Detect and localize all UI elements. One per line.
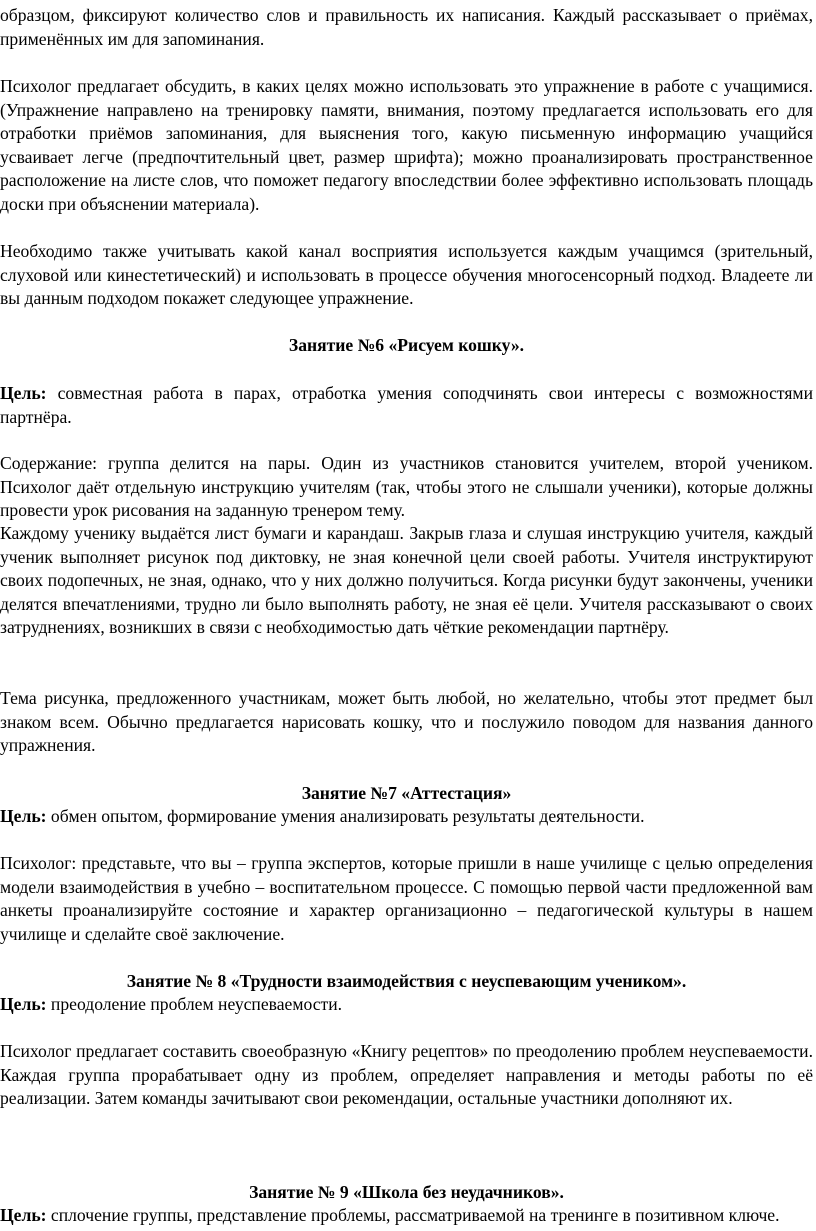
paragraph-lesson-6-content: Содержание: группа делится на пары. Один из участников становится учителем, второй учеником. Психолог даёт отдельную инструкцию учителям (так, чтобы этого не слышали ученики), которые должны провести урок рисования на заданную тренером тему. [0, 453, 813, 521]
paragraph-lesson-7-content: Психолог: представьте, что вы – группа экспертов, которые пришли в наше училище с целью определения модели взаимодействия в учебно – воспитательном процессе. С помощью первой части предложенной вам анкеты проанализируйте состояние и характер организационно – педагогической культуры в нашем училище и сделайте своё заключение. [0, 853, 813, 944]
paragraph-lesson-6-topic: Тема рисунка, предложенного участникам, может быть любой, но желательно, чтобы этот предмет был знаком всем. Обычно предлагается нарисовать кошку, что и послужило поводом для названия данного упражнения. [0, 688, 813, 756]
heading-lesson-8: Занятие № 8 «Трудности взаимодействия с неуспевающим учеником». [126, 971, 687, 991]
goal-text: обмен опытом, формирование умения анализировать результаты деятельности. [46, 806, 645, 826]
goal-label: Цель: [0, 1205, 47, 1225]
goal-lesson-6 [0, 382, 813, 429]
goal-text: совместная работа в парах, отработка умения соподчинять свои интересы с возможностями партнёра. [0, 383, 813, 427]
heading-lesson-7: Занятие №7 «Аттестация» [301, 783, 512, 803]
goal-lesson-8 [0, 993, 813, 1017]
paragraph-memorization-techniques: образцом, фиксируют количество слов и правильность их написания. Каждый рассказывает о приёмах, применённых им для запоминания. [0, 5, 813, 49]
paragraph-exercise-discussion: Психолог предлагает обсудить, в каких целях можно использовать это упражнение в работе с учащимися. (Упражнение направлено на тренировку памяти, внимания, поэтому предлагается использовать его для отработки приёмов запоминания, для выяснения того, какую письменную информацию учащийся усваивает легче (предпочтительный цвет, размер шрифта); можно проанализировать пространственное расположение на листе слов, что поможет педагогу впоследствии более эффективно использовать площадь доски при объяснении материала). [0, 76, 813, 214]
goal-lesson-7 [0, 805, 813, 829]
goal-label: Цель: [0, 383, 47, 403]
paragraph-perception-channel: Необходимо также учитывать какой канал восприятия используется каждым учащимся (зрительный, слуховой или кинестетический) и использовать в процессе обучения многосенсорный подход. Владеете ли вы данным подходом покажет следующее упражнение. [0, 241, 813, 309]
goal-label: Цель: [0, 994, 47, 1014]
goal-text: сплочение группы, представление проблемы, рассматриваемой на тренинге в позитивном ключе. [46, 1205, 780, 1225]
goal-label: Цель: [0, 806, 47, 826]
heading-lesson-9: Занятие № 9 «Школа без неудачников». [249, 1182, 564, 1202]
goal-text: преодоление проблем неуспеваемости. [46, 994, 343, 1014]
goal-lesson-9 [0, 1204, 813, 1228]
paragraph-lesson-8-content: Психолог предлагает составить своеобразную «Книгу рецептов» по преодолению проблем неуспеваемости. Каждая группа прорабатывает одну из проблем, определяет направления и методы работы по её реализации. Затем команды зачитывают свои рекомендации, остальные участники дополняют их. [0, 1041, 813, 1109]
heading-lesson-6: Занятие №6 «Рисуем кошку». [288, 335, 525, 355]
paragraph-lesson-6-procedure: Каждому ученику выдаётся лист бумаги и карандаш. Закрыв глаза и слушая инструкцию учителя, каждый ученик выполняет рисунок под диктовку, не зная конечной цели своей работы. Учителя инструктируют своих подопечных, не зная, однако, что у них должно получиться. Когда рисунки будут закончены, ученики делятся впечатлениями, трудно ли было выполнять работу, не зная её цели. Учителя рассказывают о своих затруднениях, возникших в связи с необходимостью дать чёткие рекомендации партнёру. [0, 523, 813, 638]
